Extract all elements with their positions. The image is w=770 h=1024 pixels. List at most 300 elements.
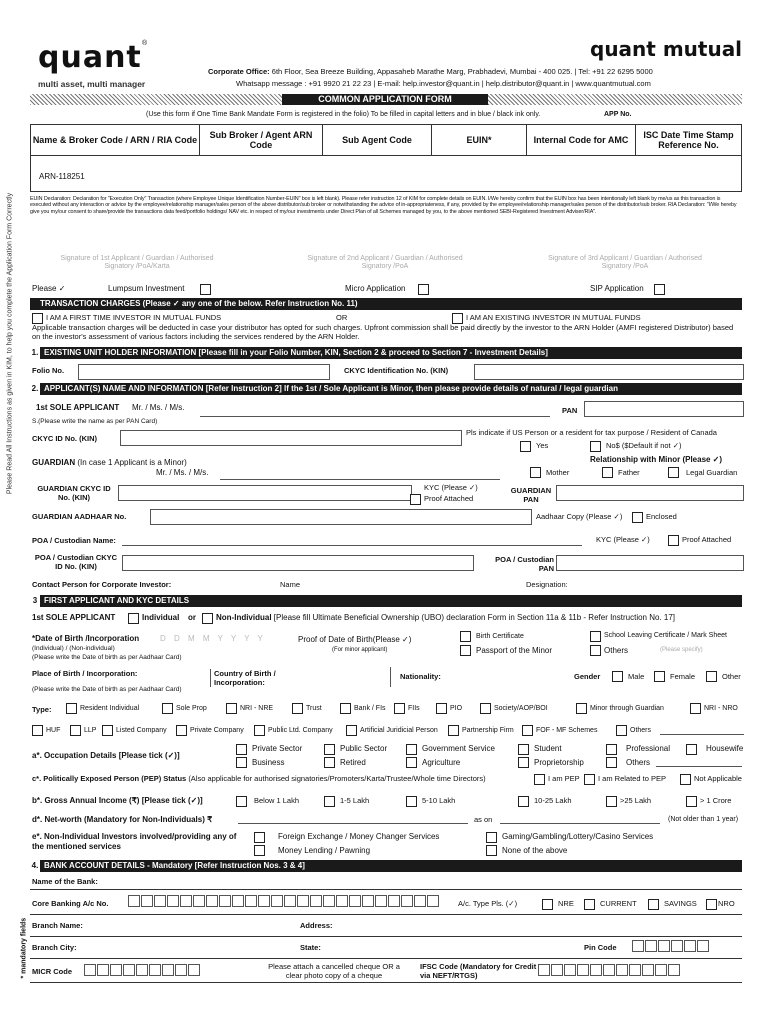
other-label: Other: [722, 672, 741, 681]
type-trust-label: Trust: [306, 705, 322, 712]
type-nri-nre-checkbox[interactable]: [226, 703, 237, 714]
ifsc-char-cell[interactable]: [603, 964, 615, 976]
occ-housewife-checkbox[interactable]: [686, 744, 697, 755]
side-instruction: Please Read All Instructions as given in KIM, to help you complete the Application Form Correctly: [6, 192, 14, 495]
app-no-label: APP No.: [604, 111, 632, 118]
quant-logo: [38, 40, 148, 76]
signature-3[interactable]: Signature of 3rd Applicant / Guardian / Authorised Signatory /PoA: [548, 255, 702, 271]
poa-proof-checkbox[interactable]: [668, 535, 679, 546]
col-sub-agent: Sub Agent Code: [323, 125, 432, 155]
income-3-label: 5-10 Lakh: [422, 796, 456, 805]
col-isc-stamp: ISC Date Time Stamp Reference No.: [643, 129, 734, 150]
poa-pan-label: POA / Custodian PAN: [495, 555, 554, 573]
folio-label: Folio No.: [32, 366, 65, 375]
occ-retired-checkbox[interactable]: [324, 757, 335, 768]
occ-private-label: Private Sector: [252, 744, 303, 753]
pin-label: Pin Code: [584, 943, 617, 952]
guardian-pan-label: GUARDIAN PAN: [510, 486, 552, 504]
name-note: S.(Please write the name as per PAN Card): [32, 418, 158, 425]
pin-code-cells[interactable]: [632, 940, 710, 952]
type-nri-nro-checkbox[interactable]: [690, 703, 701, 714]
income-5-label: >25 Lakh: [620, 796, 652, 805]
ifsc-char-cell[interactable]: [629, 964, 641, 976]
address-label: Address:: [300, 921, 333, 930]
guardian-line: GUARDIAN (In case 1 Applicant is a Minor): [32, 458, 187, 467]
micro-label: Micro Application: [345, 284, 406, 293]
branch-city-label: Branch City:: [32, 943, 77, 952]
birth-cert-label: Birth Certificate: [476, 633, 524, 640]
lumpsum-label: Lumpsum Investment: [108, 284, 185, 293]
account-digit-cell[interactable]: [245, 895, 257, 907]
ckyc-id-label: CKYC ID No. (KIN): [32, 434, 97, 443]
income-1-label: Below 1 Lakh: [254, 796, 300, 805]
gender-label: Gender: [574, 672, 601, 681]
poa-name-input[interactable]: [122, 544, 582, 546]
ac-nre-label: NRE: [558, 899, 574, 908]
occ-student-checkbox[interactable]: [518, 744, 529, 755]
pin-digit-cell[interactable]: [658, 940, 670, 952]
transaction-note: Applicable transaction charges will be deducted in case your distributor has opted for such charges. Upfront commission shall be paid directly by the investor to the ARN Holder (AMFI registered Distributor) based on the investor's assessment of various factors including the services rendered by the ARN Holder.: [32, 323, 734, 341]
occ-govt-label: Government Service: [422, 744, 495, 753]
title-options: Mr. / Ms. / M/s.: [132, 403, 185, 412]
type-others-input[interactable]: [660, 734, 744, 735]
passport-checkbox[interactable]: [460, 645, 471, 656]
not-older-label: (Not older than 1 year): [668, 816, 739, 823]
please-specify: (Please specify): [660, 647, 703, 653]
bank-divider-4: [30, 958, 742, 959]
individual-checkbox[interactable]: [128, 613, 139, 624]
country-birth-label: Country of Birth / Incorporation:: [210, 669, 304, 687]
income-3-checkbox[interactable]: [406, 796, 417, 807]
col-sub-broker: Sub Broker / Agent ARN Code: [200, 125, 323, 155]
contact-name-label: Name: [280, 580, 301, 589]
noninv-gaming-label: Gaming/Gambling/Lottery/Casino Services: [502, 832, 654, 841]
non-individual-checkbox[interactable]: [202, 613, 213, 624]
enclosed-label: Enclosed: [646, 512, 677, 521]
type-society-label: Society/AOP/BOI: [494, 705, 548, 712]
type-pio-checkbox[interactable]: [436, 703, 447, 714]
type-pio-label: PIO: [450, 705, 463, 712]
instruction-line: (Use this form if One Time Bank Mandate Form is registered in the folio) To be filled in capital letters and in blue / black ink only.: [146, 111, 541, 118]
pan-label: PAN: [562, 406, 578, 415]
account-digit-cell[interactable]: [336, 895, 348, 907]
contact-person-label: Contact Person for Corporate Investor:: [32, 580, 172, 589]
section2-header: 2. APPLICANT(S) NAME AND INFORMATION [Refer Instruction 2] If the 1st / Sole Applicant is Minor, then please provide details of natural / legal guardian: [30, 383, 742, 395]
micr-digit-cell[interactable]: [110, 964, 122, 976]
form-title: COMMON APPLICATION FORM: [282, 94, 488, 105]
type-private-checkbox[interactable]: [176, 725, 187, 736]
ifsc-char-cell[interactable]: [577, 964, 589, 976]
ifsc-char-cell[interactable]: [551, 964, 563, 976]
mother-checkbox[interactable]: [530, 467, 541, 478]
tick-icon: ✓: [58, 284, 66, 293]
type-sole-prop-checkbox[interactable]: [162, 703, 173, 714]
account-digit-cell[interactable]: [414, 895, 426, 907]
ifsc-char-cell[interactable]: [538, 964, 550, 976]
existing-label: I AM AN EXISTING INVESTOR IN MUTUAL FUNDS: [466, 313, 641, 322]
account-digit-cell[interactable]: [310, 895, 322, 907]
account-digit-cell[interactable]: [258, 895, 270, 907]
ac-nre-checkbox[interactable]: [542, 899, 553, 910]
income-1-checkbox[interactable]: [236, 796, 247, 807]
micr-digit-cell[interactable]: [97, 964, 109, 976]
col-euin: EUIN*: [432, 125, 527, 155]
type-fof-checkbox[interactable]: [522, 725, 533, 736]
account-digit-cell[interactable]: [284, 895, 296, 907]
tagline: multi asset, multi manager: [38, 79, 146, 89]
proof-dob-label: Proof of Date of Birth(Please ✓): [298, 635, 412, 644]
first-time-label: I AM A FIRST TIME INVESTOR IN MUTUAL FUNDS: [46, 313, 222, 322]
individual-label: Individual: [142, 613, 180, 622]
income-4-label: 10-25 Lakh: [534, 796, 572, 805]
micr-digit-cell[interactable]: [175, 964, 187, 976]
kyc-tick-label: KYC (Please ✓): [424, 483, 478, 492]
poa-kyc-label: KYC (Please ✓): [596, 535, 650, 544]
sip-checkbox[interactable]: [654, 284, 665, 295]
male-checkbox[interactable]: [612, 671, 623, 682]
non-individual-line: Non-Individual [Please fill Ultimate Beneficial Ownership (UBO) declaration Form in Section 11a & 11b - Refer Instruction No. 17]: [216, 613, 676, 622]
income-5-checkbox[interactable]: [606, 796, 617, 807]
please-label: Please ✓: [32, 284, 66, 293]
account-digit-cell[interactable]: [180, 895, 192, 907]
ifsc-char-cell[interactable]: [655, 964, 667, 976]
corporate-office-label: Corporate Office:: [208, 67, 270, 76]
ifsc-char-cell[interactable]: [590, 964, 602, 976]
us-no-checkbox[interactable]: [590, 441, 601, 452]
pin-digit-cell[interactable]: [697, 940, 709, 952]
type-public-checkbox[interactable]: [254, 725, 265, 736]
dob-label: *Date of Birth /Incorporation: [32, 634, 140, 643]
micr-digit-cell[interactable]: [136, 964, 148, 976]
networth-input[interactable]: [238, 823, 468, 824]
ifsc-label: IFSC Code (Mandatory for Credit via NEFT/RTGS): [420, 962, 537, 980]
ifsc-char-cell[interactable]: [668, 964, 680, 976]
sip-label: SIP Application: [590, 284, 644, 293]
type-label: Type:: [32, 705, 52, 714]
type-listed-checkbox[interactable]: [102, 725, 113, 736]
account-digit-cell[interactable]: [388, 895, 400, 907]
type-others-label: Others: [630, 727, 652, 734]
type-minor-label: Minor through Guardian: [590, 705, 664, 712]
poa-name-label: POA / Custodian Name:: [32, 536, 116, 545]
corporate-office: [208, 68, 653, 76]
place-note: (Please write the Date of birth as per Aadhaar Card): [32, 686, 182, 693]
account-digit-cell[interactable]: [128, 895, 140, 907]
noninv-forex-label: Foreign Exchange / Money Changer Services: [278, 832, 440, 841]
type-others-checkbox[interactable]: [616, 725, 627, 736]
account-digit-cell[interactable]: [193, 895, 205, 907]
guardian-pan-input[interactable]: [556, 485, 744, 501]
section3-header: 3 FIRST APPLICANT AND KYC DETAILS: [30, 595, 742, 607]
type-bank-checkbox[interactable]: [340, 703, 351, 714]
ifsc-char-cell[interactable]: [564, 964, 576, 976]
father-checkbox[interactable]: [602, 467, 613, 478]
account-digit-cell[interactable]: [219, 895, 231, 907]
ac-savings-label: SAVINGS: [664, 899, 697, 908]
bank-divider-2: [30, 914, 742, 915]
as-on-input[interactable]: [500, 823, 660, 824]
signature-1[interactable]: Signature of 1st Applicant / Guardian / Authorised Signatory /PoA/Karta: [60, 255, 214, 271]
col-broker-code: Name & Broker Code / ARN / RIA Code: [31, 125, 200, 155]
income-4-checkbox[interactable]: [518, 796, 529, 807]
account-digit-cell[interactable]: [323, 895, 335, 907]
account-digit-cell[interactable]: [401, 895, 413, 907]
type-fof-label: FOF - MF Schemes: [536, 727, 598, 734]
ifsc-char-cell[interactable]: [642, 964, 654, 976]
account-number-cells[interactable]: [128, 895, 440, 907]
pin-digit-cell[interactable]: [671, 940, 683, 952]
micr-digit-cell[interactable]: [149, 964, 161, 976]
ac-savings-checkbox[interactable]: [648, 899, 659, 910]
type-huf-checkbox[interactable]: [32, 725, 43, 736]
poa-proof-label: Proof Attached: [682, 535, 732, 544]
poa-ckyc-label: POA / Custodian CKYC ID No. (KIN): [34, 553, 118, 571]
female-label: Female: [670, 672, 696, 681]
nationality-label: Nationality:: [400, 672, 441, 681]
sole-applicant-3-label: 1st SOLE APPLICANT: [32, 613, 116, 622]
account-digit-cell[interactable]: [154, 895, 166, 907]
ac-nro-checkbox[interactable]: [706, 899, 717, 910]
legal-guardian-checkbox[interactable]: [668, 467, 679, 478]
type-fiis-checkbox[interactable]: [394, 703, 405, 714]
applicant-name-input[interactable]: [200, 402, 550, 417]
noninv-lending-checkbox[interactable]: [254, 845, 265, 856]
micro-checkbox[interactable]: [418, 284, 429, 295]
guardian-aadhaar-input[interactable]: [150, 509, 532, 525]
male-label: Male: [628, 672, 645, 681]
bank-divider-5: [30, 982, 742, 983]
sole-applicant-label: 1st SOLE APPLICANT: [36, 403, 120, 412]
logo-text: quant: [38, 40, 142, 75]
income-6-checkbox[interactable]: [686, 796, 697, 807]
type-partnership-label: Partnership Firm: [462, 727, 514, 734]
pin-digit-cell[interactable]: [684, 940, 696, 952]
occ-proprietorship-label: Proprietorship: [534, 758, 584, 767]
proof-attached-checkbox[interactable]: [410, 494, 421, 505]
for-minor-label: (For minor applicant): [332, 647, 388, 653]
account-digit-cell[interactable]: [349, 895, 361, 907]
corporate-office-address: 6th Floor, Sea Breeze Building, Appasaheb Marathe Marg, Prabhadevi, Mumbai - 400 025. | Tel: +91 22 6295 5000: [271, 67, 653, 76]
female-checkbox[interactable]: [654, 671, 665, 682]
as-on-label: as on: [474, 815, 493, 824]
micr-digit-cell[interactable]: [162, 964, 174, 976]
core-banking-label: Core Banking A/c No.: [32, 899, 109, 908]
type-trust-checkbox[interactable]: [292, 703, 303, 714]
occ-professional-label: Professional: [626, 744, 671, 753]
state-label: State:: [300, 943, 321, 952]
occ-others-checkbox[interactable]: [606, 757, 617, 768]
account-digit-cell[interactable]: [297, 895, 309, 907]
type-partnership-checkbox[interactable]: [448, 725, 459, 736]
occ-retired-label: Retired: [340, 758, 366, 767]
type-ajp-label: Artificial Juridicial Person: [360, 727, 438, 734]
noninv-none-label: None of the above: [502, 846, 568, 855]
legal-guardian-label: Legal Guardian: [686, 468, 738, 477]
or-label-3: or: [188, 613, 196, 622]
poa-pan-input[interactable]: [556, 555, 744, 571]
occ-professional-checkbox[interactable]: [606, 744, 617, 755]
birth-cert-checkbox[interactable]: [460, 631, 471, 642]
folio-input[interactable]: [78, 364, 330, 380]
pep-related-checkbox[interactable]: [584, 774, 595, 785]
type-bank-label: Bank / FIs: [354, 705, 386, 712]
account-digit-cell[interactable]: [232, 895, 244, 907]
lumpsum-checkbox[interactable]: [200, 284, 211, 295]
us-yes-label: Yes: [536, 441, 549, 450]
type-listed-label: Listed Company: [116, 727, 167, 734]
side-mandatory-label: * mandatory fields: [20, 917, 28, 979]
pep-na-checkbox[interactable]: [680, 774, 691, 785]
occupation-label: a*. Occupation Details [Please tick (✓)]: [32, 751, 180, 760]
type-llp-checkbox[interactable]: [70, 725, 81, 736]
brand-name: quant mutual: [590, 37, 743, 61]
guardian-title-opts: Mr. / Ms. / M/s.: [156, 468, 209, 477]
col-internal-code: Internal Code for AMC: [527, 125, 636, 155]
or-label: OR: [336, 313, 348, 322]
occ-housewife-label: Housewife: [706, 744, 744, 753]
branch-name-label: Branch Name:: [32, 921, 83, 930]
occ-student-label: Student: [534, 744, 562, 753]
mother-label: Mother: [546, 468, 570, 477]
school-cert-checkbox[interactable]: [590, 631, 601, 642]
dob-others-checkbox[interactable]: [590, 645, 601, 656]
account-digit-cell[interactable]: [271, 895, 283, 907]
ac-current-label: CURRENT: [600, 899, 637, 908]
occ-business-checkbox[interactable]: [236, 757, 247, 768]
broker-table: [30, 124, 742, 156]
aadhaar-enclosed-checkbox[interactable]: [632, 512, 643, 523]
noninv-forex-checkbox[interactable]: [254, 832, 265, 843]
type-nri-nre-label: NRI - NRE: [240, 705, 274, 712]
us-yes-checkbox[interactable]: [520, 441, 531, 452]
occ-others-label: Others: [626, 758, 651, 767]
type-nri-nro-label: NRI - NRO: [704, 705, 738, 712]
other-checkbox[interactable]: [706, 671, 717, 682]
occ-public-label: Public Sector: [340, 744, 388, 753]
account-digit-cell[interactable]: [375, 895, 387, 907]
occ-govt-checkbox[interactable]: [406, 744, 417, 755]
pep-checkbox[interactable]: [534, 774, 545, 785]
ckyc-kin-input[interactable]: [474, 364, 744, 380]
micr-digit-cell[interactable]: [84, 964, 96, 976]
type-society-checkbox[interactable]: [480, 703, 491, 714]
occ-proprietorship-checkbox[interactable]: [518, 757, 529, 768]
euin-declaration: EUIN Declaration: Declaration for "Execution Only" Transaction (where Employee Unique Identification Number-EUIN" box is left blank). Please refer instruction 12 of KIM for complete details on EUIN. I/We hereby confirm that the EUIN box has been intentionally left blank by me/us as this transaction is executed without any interaction or advice by the employee/relationship manager/sales person of the above distributor/sub broker or notwithstanding the advice of in-appropriateness, if any, provided by the employee/relationship manager/sales person of the distributor/sub broker. RIA Declaration: "I/We hereby give you my/our consent to share/provide the transactions data feed/portfolio holdings/ NAV etc. in respect of my/our investments under Direct Plan of all Schemes managed by you, to the above mentioned SEBI-Registered Investment Adviser/RIA".: [30, 196, 737, 215]
proof-attached-label: Proof Attached: [424, 494, 474, 503]
account-digit-cell[interactable]: [362, 895, 374, 907]
poa-ckyc-input[interactable]: [122, 555, 474, 571]
ac-current-checkbox[interactable]: [584, 899, 595, 910]
occ-others-input[interactable]: [656, 766, 742, 767]
income-6-label: > 1 Crore: [700, 796, 732, 805]
type-fiis-label: FIIs: [408, 705, 420, 712]
contact-line: Whatsapp message : +91 9920 21 22 23 | E-mail: help.investor@quant.in | help.distributor@quant.in | www.quantmutual.com: [236, 79, 651, 88]
school-cert-label: School Leaving Certificate / Mark Sheet: [604, 632, 727, 639]
ifsc-code-cells[interactable]: [538, 964, 681, 976]
country-birth-input[interactable]: [300, 667, 391, 687]
guardian-name-input[interactable]: [220, 469, 500, 480]
type-huf-label: HUF: [46, 727, 61, 734]
dob-sub: (Individual) / (Non-individual): [32, 645, 115, 652]
type-private-label: Private Company: [190, 727, 244, 734]
account-digit-cell[interactable]: [141, 895, 153, 907]
account-digit-cell[interactable]: [167, 895, 179, 907]
aadhaar-copy-label: Aadhaar Copy (Please ✓): [536, 512, 623, 521]
account-digit-cell[interactable]: [206, 895, 218, 907]
type-minor-checkbox[interactable]: [576, 703, 587, 714]
type-resident-label: Resident Individual: [80, 705, 140, 712]
types-row1: [66, 703, 746, 715]
noninv-label: e*. Non-Individual Investors involved/providing any of the mentioned services: [32, 832, 237, 851]
micr-code-cells[interactable]: [84, 964, 201, 976]
type-sole-prop-label: Sole Prop: [176, 705, 207, 712]
pan-input[interactable]: [584, 401, 744, 417]
guardian-aadhaar-label: GUARDIAN AADHAAR No.: [32, 512, 127, 521]
cheque-note: Please attach a cancelled cheque OR a clear photo copy of a cheque: [268, 962, 400, 980]
income-2-label: 1-5 Lakh: [340, 796, 370, 805]
guardian-ckyc-label: GUARDIAN CKYC ID No. (KIN): [37, 484, 111, 502]
occ-public-checkbox[interactable]: [324, 744, 335, 755]
father-label: Father: [618, 468, 640, 477]
income-label: b*. Gross Annual Income (₹) [Please tick (✓)]: [32, 796, 203, 805]
networth-label: d*. Net-worth (Mandatory for Non-Individuals) ₹: [32, 815, 213, 824]
place-birth-label: Place of Birth / Incorporation:: [32, 669, 138, 678]
type-resident-checkbox[interactable]: [66, 703, 77, 714]
dob-note: (Please write the Date of birth as per Aadhaar Card): [32, 654, 182, 661]
bank-divider-1: [30, 889, 742, 890]
micr-digit-cell[interactable]: [123, 964, 135, 976]
noninv-lending-label: Money Lending / Pawning: [278, 846, 371, 855]
occ-private-checkbox[interactable]: [236, 744, 247, 755]
type-ajp-checkbox[interactable]: [346, 725, 357, 736]
micr-digit-cell[interactable]: [188, 964, 200, 976]
ckyc-id-input[interactable]: [120, 430, 462, 446]
occ-agri-checkbox[interactable]: [406, 757, 417, 768]
ifsc-char-cell[interactable]: [616, 964, 628, 976]
noninv-none-checkbox[interactable]: [486, 845, 497, 856]
dob-placeholder[interactable]: D D M M Y Y Y Y: [160, 634, 266, 643]
account-digit-cell[interactable]: [427, 895, 439, 907]
income-2-checkbox[interactable]: [324, 796, 335, 807]
signature-2[interactable]: Signature of 2nd Applicant / Guardian / Authorised Signatory /PoA: [307, 255, 463, 271]
pin-digit-cell[interactable]: [632, 940, 644, 952]
passport-label: Passport of the Minor: [476, 646, 553, 655]
us-person-label: Pls indicate if US Person or a resident for tax purpose / Resident of Canada: [466, 428, 717, 437]
pin-digit-cell[interactable]: [645, 940, 657, 952]
ac-nro-label: NRO: [718, 899, 735, 908]
broker-values-row: [30, 156, 742, 192]
us-no-label: No$ ($Default if not ✓): [606, 441, 682, 450]
transaction-charges-header: TRANSACTION CHARGES (Please ✓ any one of the below. Refer Instruction No. 11): [30, 298, 742, 310]
ckyc-kin-label: CKYC Identification No. (KIN): [344, 366, 449, 375]
pep-related-label: I am Related to PEP: [598, 774, 666, 783]
section1-header: 1. EXISTING UNIT HOLDER INFORMATION [Please fill in your Folio Number, KIN, Section 2 & proceed to Section 7 - Investment Details]: [30, 347, 742, 359]
arn-code[interactable]: ARN-118251: [39, 172, 85, 181]
noninv-gaming-checkbox[interactable]: [486, 832, 497, 843]
dob-others-label: Others: [604, 646, 629, 655]
guardian-ckyc-input[interactable]: [118, 485, 412, 501]
pep-na-label: Not Applicable: [694, 774, 742, 783]
micr-label: MICR Code: [32, 967, 72, 976]
pep-line: c*. Politically Exposed Person (PEP) Status (Also applicable for authorised signatories/Promoters/Karta/Trustee/Whole time Directors): [32, 774, 486, 783]
bank-divider-3: [30, 936, 742, 937]
relationship-label: Relationship with Minor (Please ✓): [590, 455, 723, 464]
type-public-label: Public Ltd. Company: [268, 727, 333, 734]
ac-type-label: A/c. Type Pls. (✓): [458, 899, 518, 908]
occ-business-label: Business: [252, 758, 285, 767]
type-llp-label: LLP: [84, 727, 97, 734]
occ-agri-label: Agriculture: [422, 758, 461, 767]
